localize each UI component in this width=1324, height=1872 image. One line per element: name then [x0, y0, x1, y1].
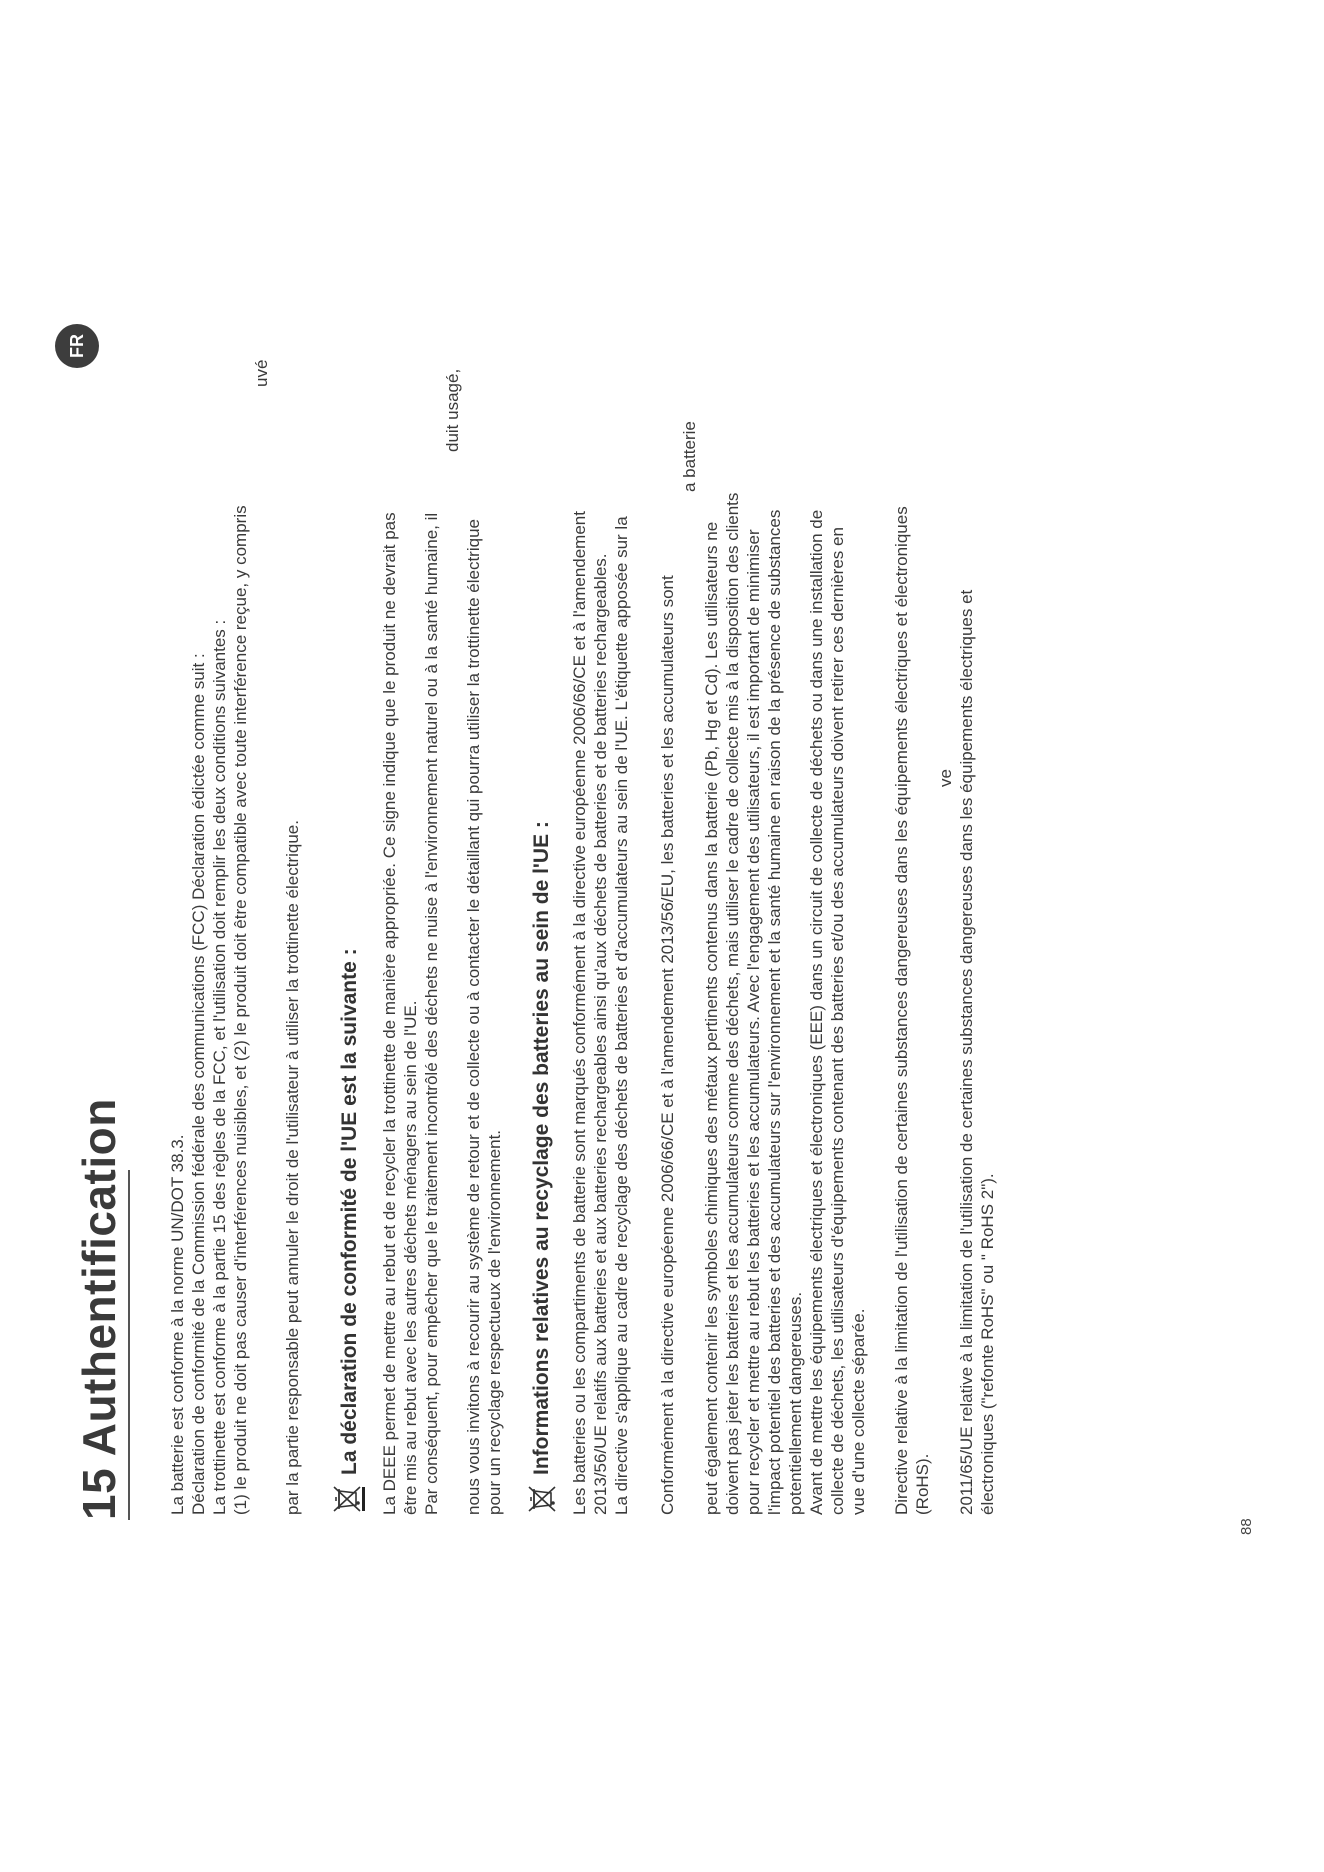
- battery-recycling-line: Avant de mettre les équipements électriques et électroniques (EEE) dans un circuit de collecte de déchets ou dans une installation de: [807, 509, 826, 1515]
- page-title: 15 Authentification: [73, 1098, 125, 1520]
- page-number: 88: [1238, 1518, 1255, 1535]
- intro-line: La trottinette est conforme à la partie 15 des règles de la FCC, et l'utilisation doit remplir les deux conditions suivantes :: [210, 619, 229, 1515]
- crossed-out-wheelie-bin-icon: [525, 1483, 561, 1515]
- battery-recycling-line: doivent pas jeter les batteries et les accumulateurs comme des déchets, mais utiliser le cadre de collecte mis à la disposition des clients: [723, 492, 742, 1515]
- eu-declaration-line: Par conséquent, pour empêcher que le traitement incontrôlé des déchets ne nuise à l'environnement naturel ou à la santé humaine, il: [422, 512, 441, 1515]
- rohs-fragment: ve: [936, 769, 955, 787]
- intro-line: par la partie responsable peut annuler le droit de l'utilisateur à utiliser la trottinette électrique.: [283, 820, 302, 1515]
- eu-declaration-line: La DEEE permet de mettre au rebut et de recycler la trottinette de manière appropriée. Ce signe indique que le produit ne devrait pas: [380, 512, 399, 1515]
- battery-recycling-line: 2013/56/UE relatifs aux batteries et aux batteries rechargeables ainsi qu'aux déchets de batteries et de batteries rechargeables.: [591, 553, 610, 1515]
- crossed-out-wheelie-bin-icon: [330, 1483, 366, 1515]
- rohs-line: 2011/65/UE relative à la limitation de l'utilisation de certaines substances dangereuses dans les équipements électriques et: [957, 589, 976, 1515]
- intro-fragment: uvé: [252, 359, 271, 387]
- rohs-line: Directive relative à la limitation de l'utilisation de certaines substances dangereuses dans les équipements électriques et électroniques: [892, 506, 911, 1515]
- language-badge: FR: [55, 324, 99, 368]
- section-heading-battery-recycling: Informations relatives au recyclage des batteries au sein de l'UE :: [530, 821, 553, 1475]
- intro-line: Déclaration de conformité de la Commission fédérale des communications (FCC) Déclaration édictée comme suit :: [189, 653, 208, 1515]
- section-heading-eu-declaration: La déclaration de conformité de l'UE est la suivante :: [338, 948, 361, 1475]
- battery-recycling-line: pour recycler et mettre au rebut les batteries et les accumulateurs. Avec l'engagement des utilisateurs, il est important de minimiser: [744, 529, 763, 1515]
- battery-recycling-line: vue d'une collecte séparée.: [849, 1308, 868, 1515]
- eu-declaration-line: nous vous invitons à recourir au système de retour et de collecte ou à contacter le détaillant qui pourra utiliser la trottinette électrique: [464, 519, 483, 1515]
- battery-recycling-line: peut également contenir les symboles chimiques des métaux pertinents contenus dans la batterie (Pb, Hg et Cd). Les utilisateurs ne: [702, 521, 721, 1515]
- battery-recycling-line: l'impact potentiel des batteries et des accumulateurs sur l'environnement et la santé humaine en raison de la présence de substances: [765, 509, 784, 1515]
- eu-declaration-fragment: duit usagé,: [443, 368, 462, 452]
- battery-recycling-line: Conformément à la directive européenne 2006/66/CE et à l'amendement 2013/56/EU, les batteries et les accumulateurs sont: [658, 575, 677, 1515]
- rohs-line: électroniques ("refonte RoHS" ou " RoHS 2").: [978, 1173, 997, 1515]
- eu-declaration-line: être mis au rebut avec les autres déchets ménagers au sein de l'UE.: [401, 1000, 420, 1515]
- battery-recycling-line: potentiellement dangereuses.: [786, 1291, 805, 1515]
- battery-recycling-line: collecte de déchets, les utilisateurs d'équipements contenant des batteries et/ou des accumulateurs doivent retirer ces dernières en: [828, 527, 847, 1515]
- battery-recycling-line: Les batteries ou les compartiments de batterie sont marqués conformément à la directive européenne 2006/66/CE et à l'amendement: [570, 511, 589, 1515]
- title-underline: [128, 1170, 130, 1520]
- intro-line: (1) le produit ne doit pas causer d'interférences nuisibles, et (2) le produit doit être compatible avec toute interférence reçue, y compris: [231, 505, 250, 1515]
- eu-declaration-line: pour un recyclage respectueux de l'environnement.: [485, 1129, 504, 1515]
- intro-line: La batterie est conforme à la norme UN/DOT 38.3.: [168, 1134, 187, 1515]
- rohs-line: (RoHS).: [913, 1453, 932, 1515]
- battery-recycling-line: La directive s'applique au cadre de recyclage des déchets de batteries et d'accumulateurs au sein de l'UE. L'étiquette apposée sur la: [612, 516, 631, 1515]
- battery-recycling-fragment: a batterie: [680, 421, 699, 492]
